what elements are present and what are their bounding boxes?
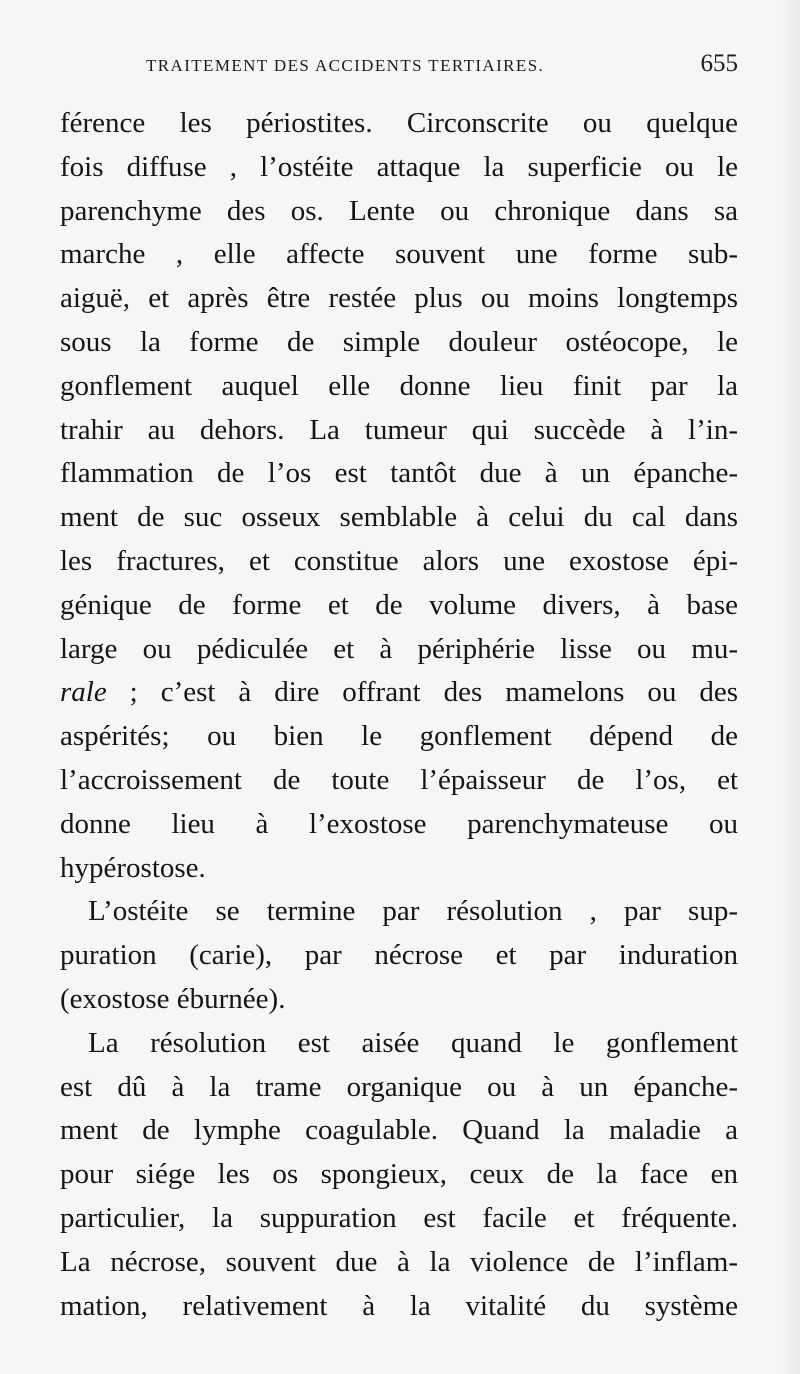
paragraph-1	[60, 102, 738, 890]
text-line: marche , elle affecte souvent une forme sub-	[60, 238, 738, 271]
text-line: L’ostéite se termine par résolution , par sup-	[88, 895, 738, 928]
text-line: aspérités; ou bien le gonflement dépend de	[60, 720, 738, 753]
text-line: fois diffuse , l’ostéite attaque la superficie ou le	[60, 150, 738, 183]
text-line: flammation de l’os est tantôt due à un épanche-	[60, 457, 738, 490]
text-line: puration (carie), par nécrose et par induration	[60, 939, 738, 972]
text-line: parenchyme des os. Lente ou chronique dans sa	[60, 194, 738, 227]
page-edge-shadow	[782, 0, 800, 1374]
text-line: trahir au dehors. La tumeur qui succède à l’in-	[60, 413, 738, 446]
text-line: ment de suc osseux semblable à celui du cal dans	[60, 501, 738, 534]
text-line: les fractures, et constitue alors une exostose épi-	[60, 544, 738, 577]
text-run: ; c’est à dire offrant des mamelons ou des	[106, 676, 738, 709]
text-line: ment de lymphe coagulable. Quand la maladie a	[60, 1114, 738, 1147]
text-line: large ou pédiculée et à périphérie lisse ou mu-	[60, 632, 738, 665]
paragraph-3	[60, 1022, 738, 1329]
page-body	[60, 102, 738, 1328]
text-line: gonflement auquel elle donne lieu finit par la	[60, 369, 738, 402]
text-line: aiguë, et après être restée plus ou moins longtemps	[60, 282, 738, 315]
text-line: La nécrose, souvent due à la violence de l’inflam-	[60, 1245, 738, 1278]
text-line: donne lieu à l’exostose parenchymateuse ou	[60, 807, 738, 840]
text-line: hypérostose.	[60, 851, 206, 884]
text-line: l’accroissement de toute l’épaisseur de l’os, et	[60, 763, 738, 796]
text-line: (exostose éburnée).	[60, 982, 286, 1015]
italic-word: rale	[60, 676, 107, 709]
text-line: sous la forme de simple douleur ostéocope, le	[60, 325, 738, 358]
text-line-mixed	[60, 671, 738, 715]
text-line: génique de forme et de volume divers, à base	[60, 588, 738, 621]
text-line: est dû à la trame organique ou à un épanche-	[60, 1070, 738, 1103]
page-number: 655	[700, 50, 738, 77]
text-line: particulier, la suppuration est facile et fréquente.	[60, 1201, 738, 1234]
paragraph-2	[60, 890, 738, 1021]
text-line: mation, relativement à la vitalité du système	[60, 1289, 738, 1322]
running-head: TRAITEMENT DES ACCIDENTS TERTIAIRES.	[146, 56, 545, 75]
text-line: pour siége les os spongieux, ceux de la face en	[60, 1158, 738, 1191]
text-line: La résolution est aisée quand le gonflement	[88, 1026, 738, 1059]
text-line: férence les périostites. Circonscrite ou quelque	[60, 107, 738, 139]
page-header	[60, 50, 738, 84]
